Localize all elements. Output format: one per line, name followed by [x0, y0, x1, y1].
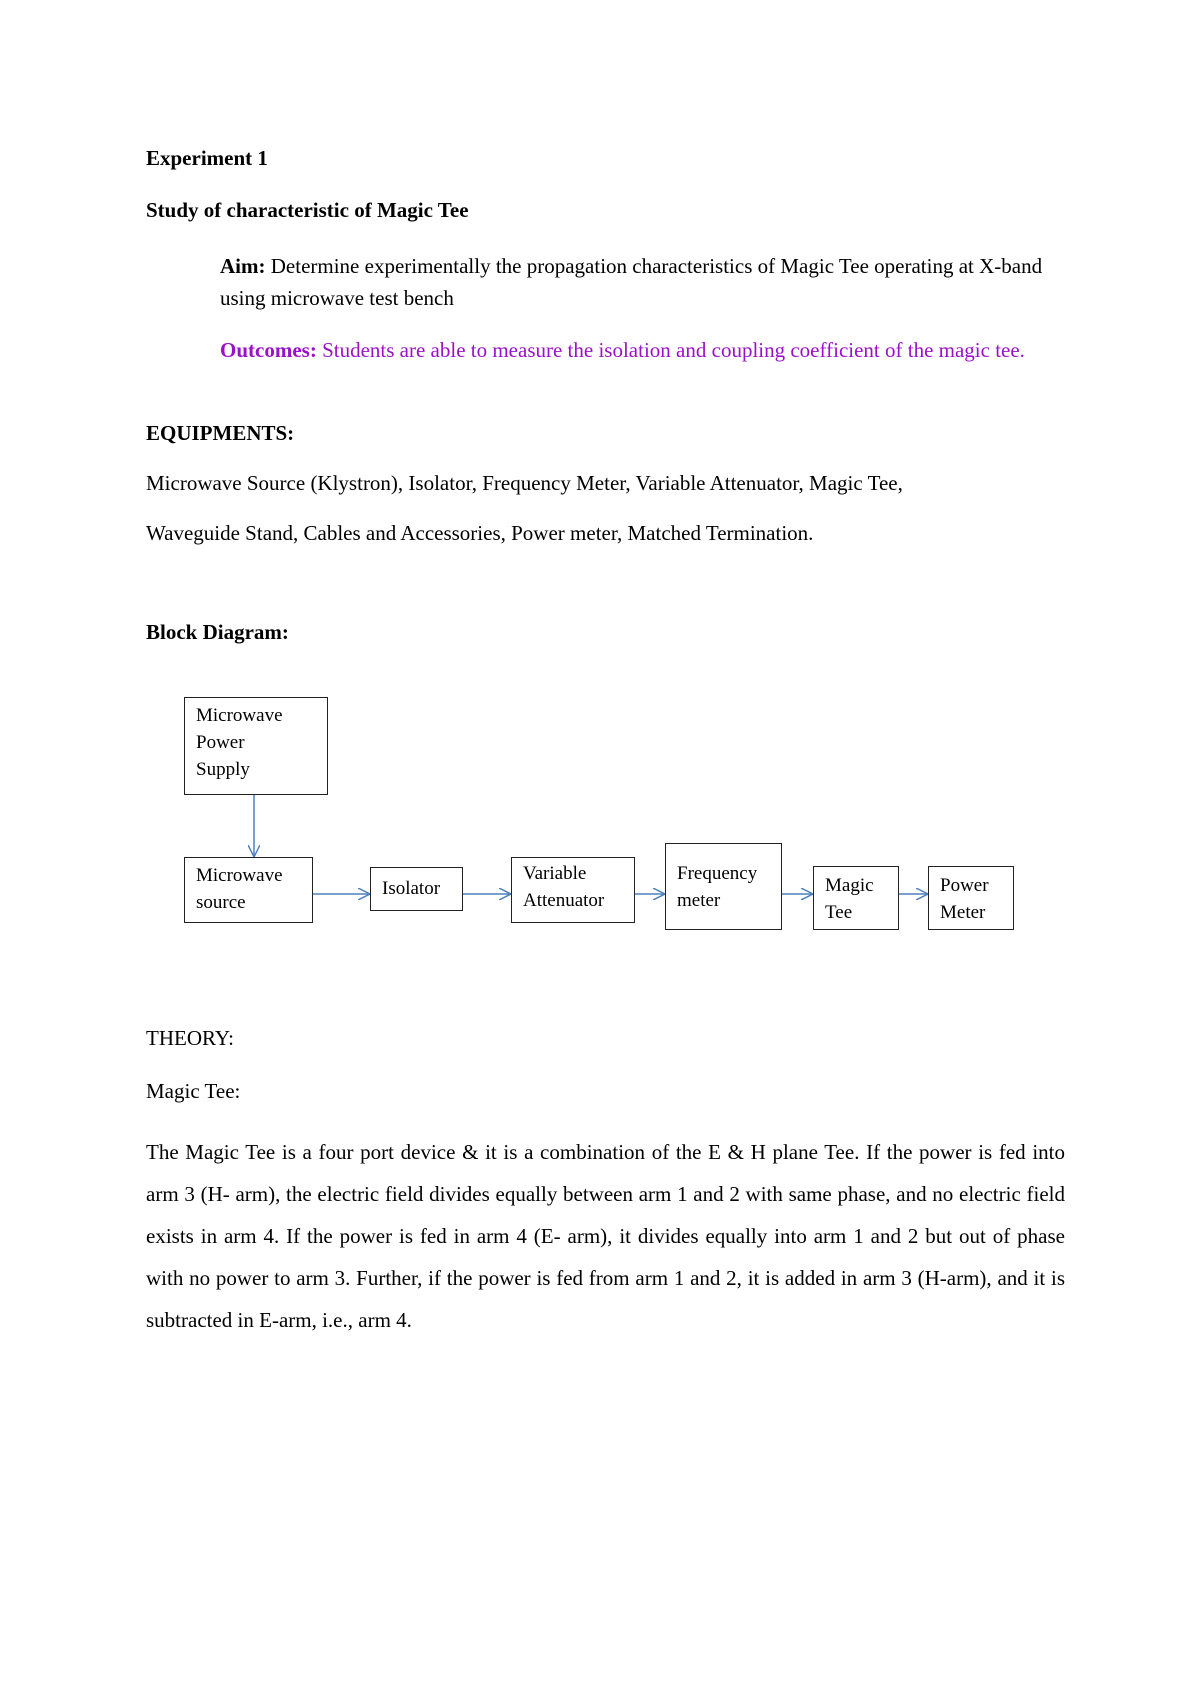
node-microwave-source	[184, 857, 313, 923]
node-label: Attenuator	[523, 890, 605, 911]
node-label: source	[196, 892, 246, 913]
node-label: Meter	[940, 902, 986, 923]
node-variable-attenuator	[511, 857, 635, 923]
node-label: Frequency	[677, 863, 758, 884]
aim-text: Determine experimentally the propagation characteristics of Magic Tee operating at X-band using microwave test bench	[220, 254, 1043, 310]
node-power-meter	[928, 866, 1014, 930]
node-label: Microwave	[196, 865, 283, 886]
node-label: Tee	[825, 902, 853, 923]
node-label: Isolator	[382, 878, 441, 899]
node-label: Power	[940, 875, 989, 896]
theory-heading: THEORY:	[146, 1026, 234, 1050]
theory-subheading: Magic Tee:	[146, 1079, 241, 1103]
node-label: Magic	[825, 875, 874, 896]
node-label: Variable	[523, 863, 587, 884]
node-label: Supply	[196, 759, 250, 780]
node-isolator	[370, 867, 463, 911]
node-frequency-meter	[665, 843, 782, 930]
experiment-number: Experiment 1	[146, 146, 268, 170]
equipments-line-1: Microwave Source (Klystron), Isolator, Frequency Meter, Variable Attenuator, Magic Tee,	[146, 471, 903, 495]
theory-paragraph: The Magic Tee is a four port device & it is a combination of the E & H plane Tee. If the power is fed into arm 3 (H- arm), the electric field divides equally between arm 1 and 2 with same phase, and no electric field exists in arm 4. If the power is fed in arm 4 (E- arm), it divides equally into arm 1 and 2 but out of phase with no power to arm 3. Further, if the power is fed from arm 1 and 2, it is added in arm 3 (H-arm), and it is subtracted in E-arm, i.e., arm 4.	[146, 1140, 1065, 1332]
block-diagram-heading: Block Diagram:	[146, 620, 289, 644]
equipments-heading: EQUIPMENTS:	[146, 421, 295, 445]
node-microwave-power-supply	[184, 697, 328, 795]
node-magic-tee	[813, 866, 899, 930]
experiment-title: Study of characteristic of Magic Tee	[146, 198, 469, 222]
node-label: meter	[677, 890, 721, 911]
node-label: Power	[196, 732, 245, 753]
outcomes-text: Students are able to measure the isolation and coupling coefficient of the magic tee.	[316, 338, 1025, 362]
node-label: Microwave	[196, 705, 283, 726]
outcomes-label: Outcomes:	[220, 338, 317, 362]
aim-label: Aim:	[220, 254, 266, 278]
equipments-line-2: Waveguide Stand, Cables and Accessories, Power meter, Matched Termination.	[146, 521, 814, 545]
